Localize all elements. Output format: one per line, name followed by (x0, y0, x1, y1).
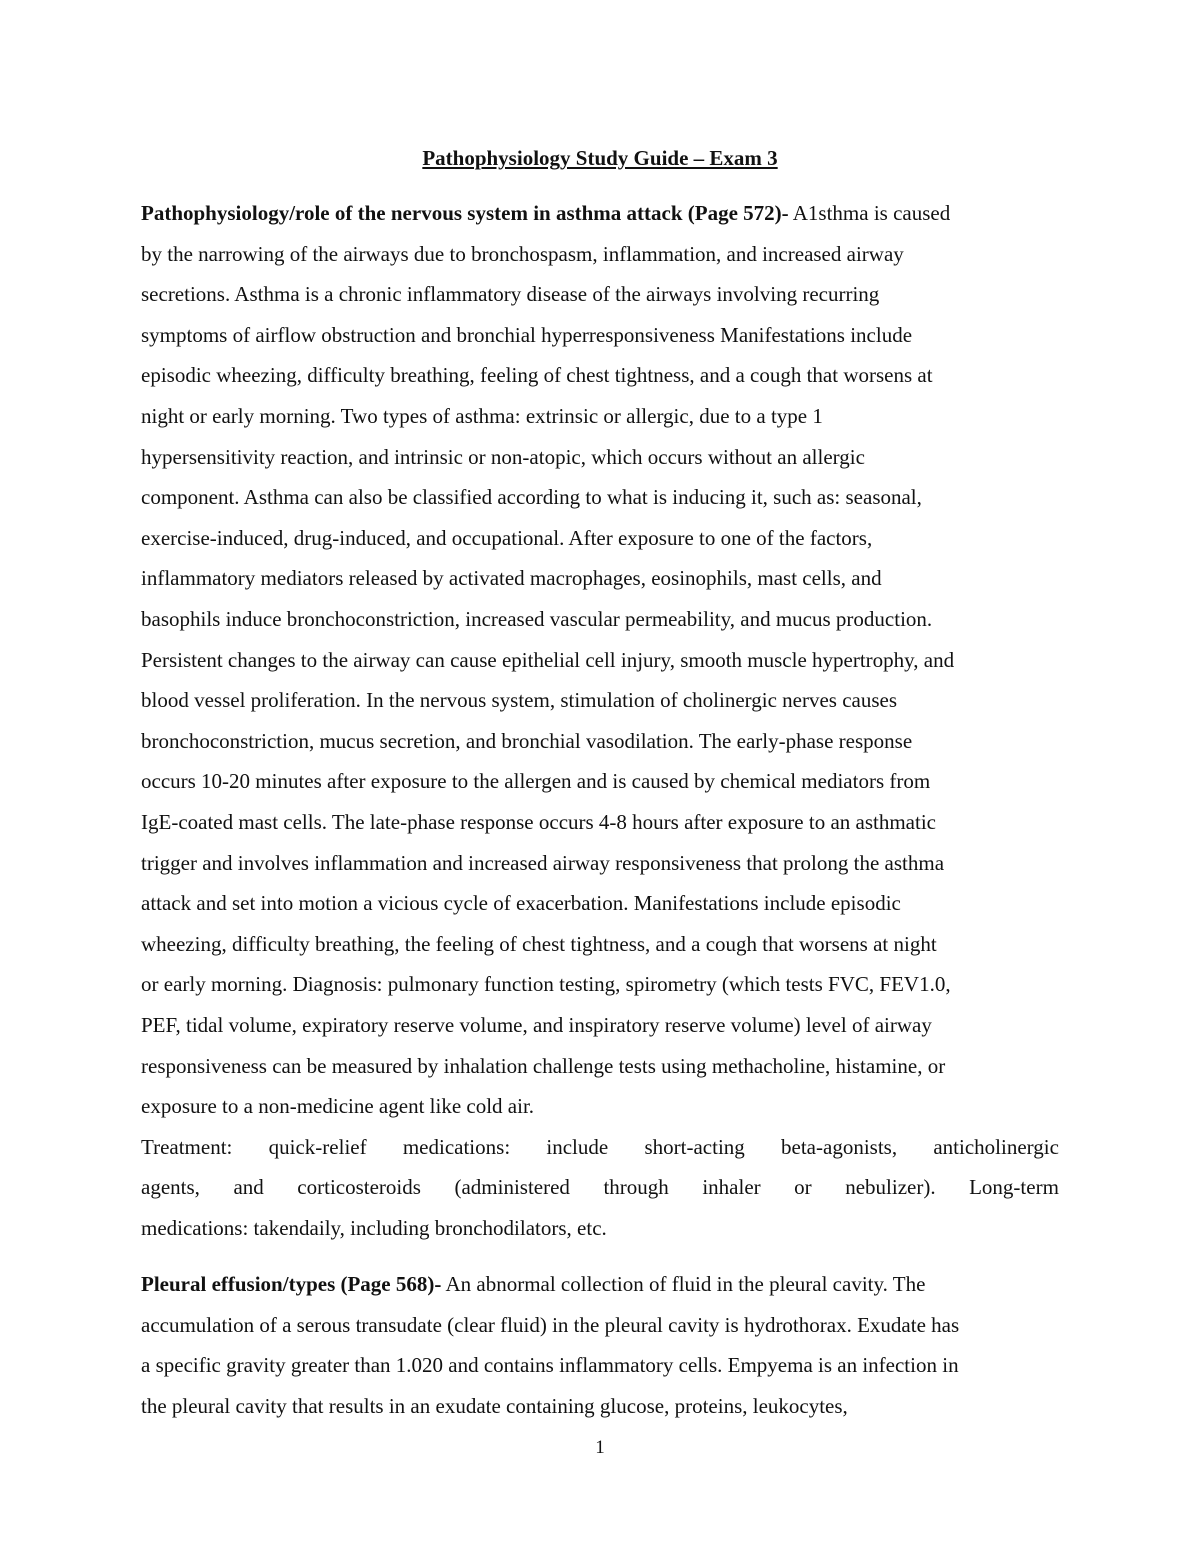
word: or (794, 1175, 812, 1199)
word: medications: (402, 1135, 511, 1159)
paragraph-line: by the narrowing of the airways due to bronchospasm, inflammation, and increased airway (141, 242, 904, 266)
paragraph-line: PEF, tidal volume, expiratory reserve volume, and inspiratory reserve volume) level of airway (141, 1013, 932, 1037)
paragraph-line: blood vessel proliferation. In the nervous system, stimulation of cholinergic nerves causes (141, 688, 898, 712)
paragraph-line: symptoms of airflow obstruction and bronchial hyperresponsiveness Manifestations include (141, 323, 913, 347)
paragraph-line: bronchoconstriction, mucus secretion, and bronchial vasodilation. The early-phase response (141, 729, 913, 753)
word: include (546, 1135, 609, 1159)
paragraph-text: A1sthma is caused (788, 201, 951, 225)
word: through (603, 1175, 669, 1199)
paragraph-line: basophils induce bronchoconstriction, increased vascular permeability, and mucus production. (141, 607, 933, 631)
paragraph-line: secretions. Asthma is a chronic inflammatory disease of the airways involving recurring (141, 282, 880, 306)
word: short-acting (644, 1135, 745, 1159)
paragraph-line: the pleural cavity that results in an exudate containing glucose, proteins, leukocytes, (141, 1394, 848, 1418)
page-number: 1 (595, 1437, 605, 1458)
paragraph-line: accumulation of a serous transudate (clear fluid) in the pleural cavity is hydrothorax. Exudate has (141, 1313, 960, 1337)
paragraph-line: inflammatory mediators released by activated macrophages, eosinophils, mast cells, and (141, 566, 882, 590)
section-heading-pleural-effusion: Pleural effusion/types (Page 568)- (141, 1272, 442, 1296)
paragraph-line: night or early morning. Two types of asthma: extrinsic or allergic, due to a type 1 (141, 404, 823, 428)
word: quick-relief (268, 1135, 367, 1159)
word: Treatment: (141, 1135, 233, 1159)
paragraph-line: component. Asthma can also be classified according to what is inducing it, such as: seasonal, (141, 485, 922, 509)
paragraph-line: attack and set into motion a vicious cycle of exacerbation. Manifestations include episodic (141, 891, 901, 915)
paragraph-line: IgE-coated mast cells. The late-phase response occurs 4-8 hours after exposure to an asthmatic (141, 810, 936, 834)
treatment-line: medications: takendaily, including bronchodilators, etc. (141, 1216, 607, 1240)
word: (administered (454, 1175, 570, 1199)
paragraph-line: wheezing, difficulty breathing, the feeling of chest tightness, and a cough that worsens at night (141, 932, 937, 956)
word: agents, (141, 1175, 200, 1199)
section-2-first-line (141, 1270, 925, 1298)
word: anticholinergic (933, 1135, 1059, 1159)
treatment-line (141, 1133, 1059, 1161)
paragraph-line: exercise-induced, drug-induced, and occupational. After exposure to one of the factors, (141, 526, 873, 550)
paragraph-line: or early morning. Diagnosis: pulmonary function testing, spirometry (which tests FVC, FEV1.0, (141, 972, 951, 996)
paragraph-text: An abnormal collection of fluid in the pleural cavity. The (441, 1272, 926, 1296)
paragraph-line: occurs 10-20 minutes after exposure to the allergen and is caused by chemical mediators from (141, 769, 931, 793)
paragraph-line: exposure to a non-medicine agent like cold air. (141, 1094, 535, 1118)
paragraph-line: responsiveness can be measured by inhalation challenge tests using methacholine, histamine, or (141, 1054, 946, 1078)
section-heading-asthma: Pathophysiology/role of the nervous system in asthma attack (Page 572)- (141, 201, 789, 225)
word: nebulizer). (845, 1175, 936, 1199)
word: inhaler (702, 1175, 761, 1199)
document-title: Pathophysiology Study Guide – Exam 3 (422, 146, 778, 170)
word: beta-agonists, (781, 1135, 898, 1159)
word: and (233, 1175, 264, 1199)
paragraph-line: trigger and involves inflammation and increased airway responsiveness that prolong the asthma (141, 851, 945, 875)
paragraph-line: Persistent changes to the airway can cause epithelial cell injury, smooth muscle hypertrophy, and (141, 648, 955, 672)
section-1-first-line (141, 199, 950, 227)
treatment-line (141, 1173, 1059, 1201)
word: corticosteroids (297, 1175, 421, 1199)
paragraph-line: episodic wheezing, difficulty breathing, feeling of chest tightness, and a cough that worsens at (141, 363, 933, 387)
word: Long-term (969, 1175, 1059, 1199)
paragraph-line: hypersensitivity reaction, and intrinsic or non-atopic, which occurs without an allergic (141, 445, 865, 469)
paragraph-line: a specific gravity greater than 1.020 and contains inflammatory cells. Empyema is an infection in (141, 1353, 959, 1377)
